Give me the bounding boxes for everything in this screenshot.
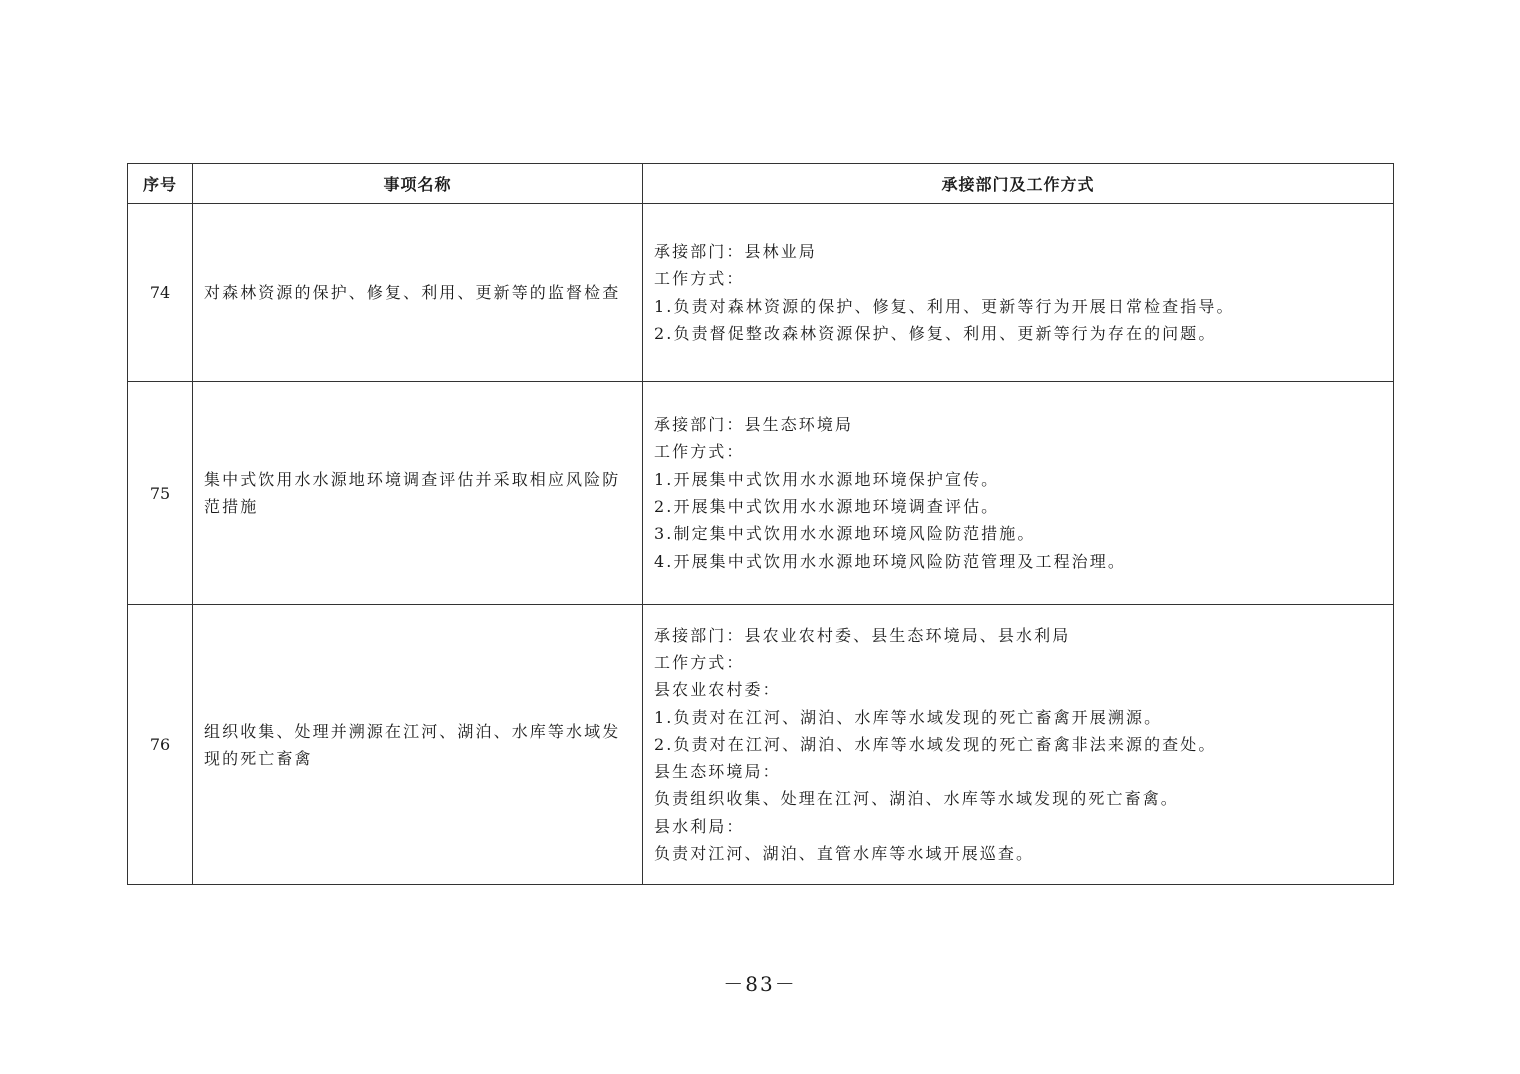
dept-line: 工作方式： <box>654 269 745 289</box>
row-item-name: 组织收集、处理并溯源在江河、湖泊、水库等水域发现的死亡畜禽 <box>193 605 643 885</box>
dept-line: 2.负责督促整改森林资源保护、修复、利用、更新等行为存在的问题。 <box>654 323 1217 343</box>
dept-line: 县农业农村委： <box>654 680 781 700</box>
dept-line: 1.负责对森林资源的保护、修复、利用、更新等行为开展日常检查指导。 <box>654 296 1235 316</box>
dept-line: 县生态环境局： <box>654 762 781 782</box>
dept-line: 1.负责对在江河、湖泊、水库等水域发现的死亡畜禽开展溯源。 <box>654 707 1163 727</box>
table-row <box>128 382 1394 605</box>
dept-line: 承接部门：县林业局 <box>654 241 817 261</box>
row-serial-number: 76 <box>128 605 193 885</box>
row-department-method <box>643 204 1394 382</box>
dept-line: 2.负责对在江河、湖泊、水库等水域发现的死亡畜禽非法来源的查处。 <box>654 734 1217 754</box>
task-table <box>127 163 1394 885</box>
row-serial-number: 74 <box>128 204 193 382</box>
row-department-method <box>643 382 1394 605</box>
row-department-method <box>643 605 1394 885</box>
page-number: －83－ <box>723 972 797 996</box>
dept-line: 负责对江河、湖泊、直管水库等水域开展巡查。 <box>654 844 1035 864</box>
table-row <box>128 605 1394 885</box>
dept-line: 工作方式： <box>654 652 745 672</box>
row-item-name: 对森林资源的保护、修复、利用、更新等的监督检查 <box>193 204 643 382</box>
dept-line: 1.开展集中式饮用水水源地环境保护宣传。 <box>654 469 1000 489</box>
row-serial-number: 75 <box>128 382 193 605</box>
dept-line: 3.制定集中式饮用水水源地环境风险防范措施。 <box>654 524 1036 544</box>
dept-line: 工作方式： <box>654 442 745 462</box>
row-item-name: 集中式饮用水水源地环境调查评估并采取相应风险防范措施 <box>193 382 643 605</box>
dept-line: 县水利局： <box>654 816 745 836</box>
header-item-name: 事项名称 <box>193 164 643 204</box>
dept-line: 负责组织收集、处理在江河、湖泊、水库等水域发现的死亡畜禽。 <box>654 789 1179 809</box>
dept-line: 承接部门：县生态环境局 <box>654 415 854 435</box>
table-row <box>128 204 1394 382</box>
dept-line: 2.开展集中式饮用水水源地环境调查评估。 <box>654 497 1000 516</box>
header-department-method: 承接部门及工作方式 <box>643 164 1394 204</box>
header-serial-number: 序号 <box>128 164 193 204</box>
table-header-row <box>128 164 1394 204</box>
dept-line: 4.开展集中式饮用水水源地环境风险防范管理及工程治理。 <box>654 551 1126 571</box>
dept-line: 承接部门：县农业农村委、县生态环境局、县水利局 <box>654 625 1071 645</box>
